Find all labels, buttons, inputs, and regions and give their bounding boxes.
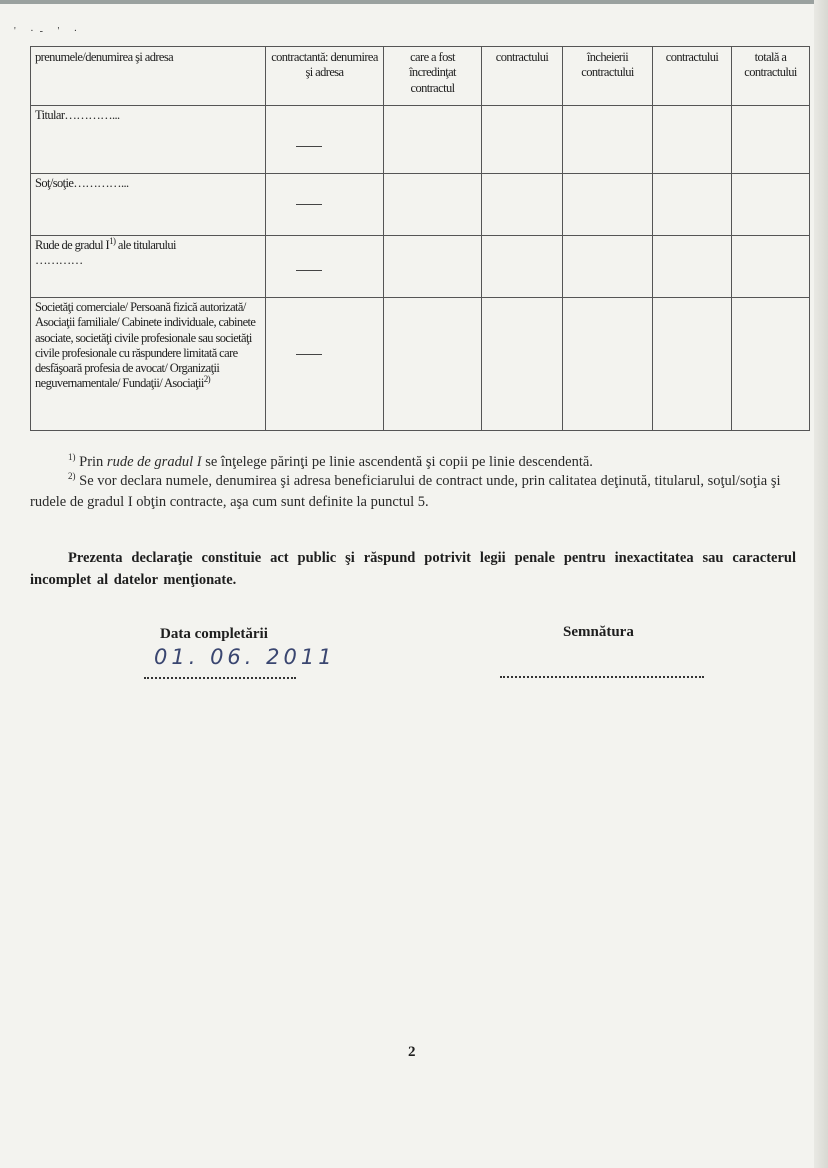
scan-right-edge bbox=[814, 0, 828, 1168]
table-row bbox=[31, 236, 810, 298]
header-contract-type: contractului bbox=[482, 47, 563, 106]
legal-declaration: Prezenta declaraţie constituie act public şi răspund potrivit legii penale pentru inexactitatea sau caracterul incomplet al datelor menţionate. bbox=[30, 550, 796, 588]
table-cell bbox=[563, 236, 653, 298]
table-cell bbox=[653, 236, 732, 298]
row-label-companies: Societăţi comerciale/ Persoană fizică autorizată/ Asociaţii familiale/ Cabinete individuale, cabinete asociate, societăţi civile profesionale sau societăţi civile profesionale cu răspundere limitată care desfăşoară profesia de avocat/ Organizaţii neguvernamentale/ Fundaţii/ Asociaţii$^{2)}$ bbox=[31, 298, 266, 431]
empty-dash bbox=[296, 354, 322, 355]
row-label-titular: Titular…………... bbox=[31, 106, 266, 174]
table-cell bbox=[563, 106, 653, 174]
cell-dash bbox=[266, 174, 384, 236]
header-beneficiary: prenumele/denumirea şi adresa bbox=[31, 47, 266, 106]
date-label: Data completării bbox=[160, 626, 268, 642]
table-cell bbox=[653, 298, 732, 431]
empty-dash bbox=[296, 204, 322, 205]
table-cell bbox=[563, 174, 653, 236]
contracts-table bbox=[30, 46, 810, 431]
scan-specks: ' ·- ' · bbox=[14, 26, 84, 37]
table-row bbox=[31, 106, 810, 174]
row-label-relatives: Rude de gradul I$^{1)}$ ale titularului ………… bbox=[31, 236, 266, 298]
page-number: 2 bbox=[408, 1044, 416, 1060]
table-row bbox=[31, 298, 810, 431]
table-cell bbox=[384, 106, 482, 174]
table-cell bbox=[732, 106, 810, 174]
signature-dotted-line bbox=[500, 676, 704, 678]
handwritten-date: 01. 06. 2011 bbox=[154, 645, 336, 669]
date-dotted-line bbox=[144, 677, 296, 679]
table-cell bbox=[732, 298, 810, 431]
table-cell bbox=[732, 174, 810, 236]
table-cell bbox=[482, 174, 563, 236]
table-cell bbox=[384, 174, 482, 236]
table-row bbox=[31, 174, 810, 236]
table-header-row bbox=[31, 47, 810, 106]
header-contracting-institution: contractantă: denumirea şi adresa bbox=[266, 47, 384, 106]
footnote-2: $^{2)}$ Se vor declara numele, denumirea şi adresa beneficiarului de contract unde, prin calitatea deţinută, titularul, soţul/soţia şi rudele de gradul I obţin contracte, aşa cum sunt definite la punctul 5. bbox=[30, 471, 781, 511]
table-cell bbox=[384, 236, 482, 298]
table-cell bbox=[732, 236, 810, 298]
header-contract-date: încheierii contractului bbox=[563, 47, 653, 106]
table-cell bbox=[482, 236, 563, 298]
header-contract-value: totală a contractului bbox=[732, 47, 810, 106]
cell-dash bbox=[266, 106, 384, 174]
table-cell bbox=[482, 298, 563, 431]
signature-label: Semnătura bbox=[563, 624, 634, 640]
table-cell bbox=[384, 298, 482, 431]
scan-top-edge bbox=[0, 0, 828, 4]
cell-dash bbox=[266, 298, 384, 431]
table-cell bbox=[482, 106, 563, 174]
empty-dash bbox=[296, 146, 322, 147]
table-cell bbox=[563, 298, 653, 431]
table-cell bbox=[653, 106, 732, 174]
empty-dash bbox=[296, 270, 322, 271]
header-contract-duration: contractului bbox=[653, 47, 732, 106]
table-cell bbox=[653, 174, 732, 236]
cell-dash bbox=[266, 236, 384, 298]
header-award-procedure: care a fost încredinţat contractul bbox=[384, 47, 482, 106]
row-label-spouse: Soţ/soţie…………... bbox=[31, 174, 266, 236]
footnote-1: $^{1)}$ Prin rude de gradul I se înţelege părinţi pe linie ascendentă şi copii pe linie descendentă. bbox=[68, 452, 593, 470]
